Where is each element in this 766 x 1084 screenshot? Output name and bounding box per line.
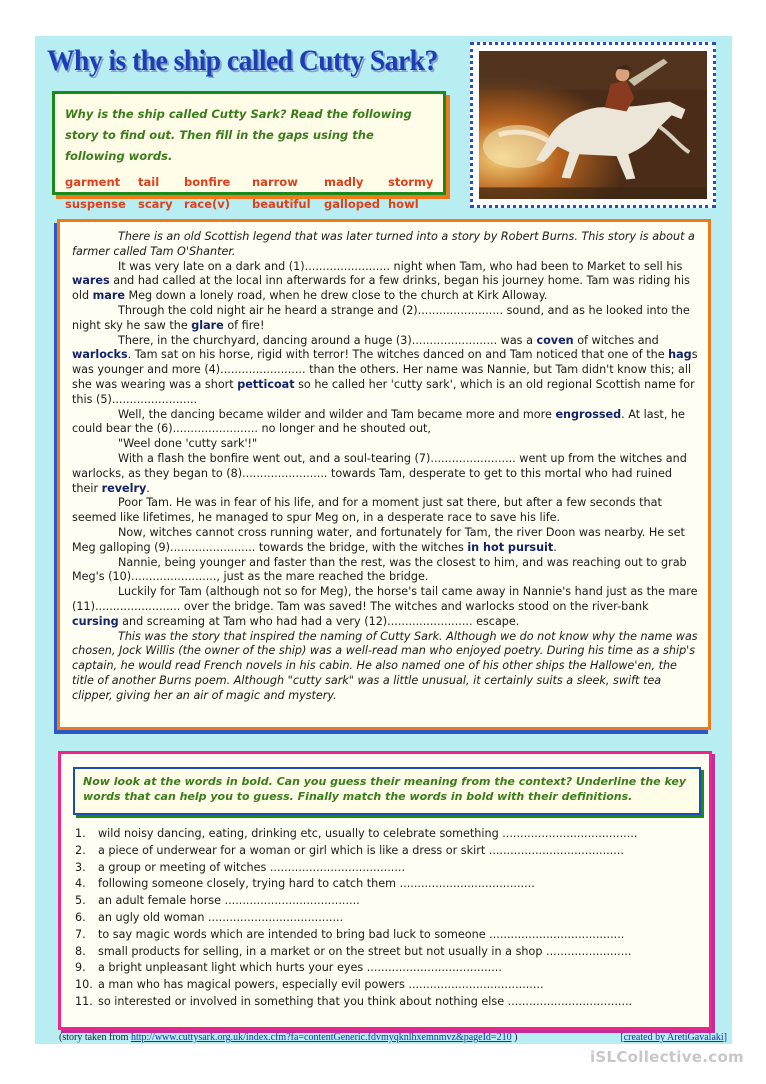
credit-bracket: [ [620, 1032, 624, 1043]
story-paragraph [72, 408, 698, 438]
bold-word: warlocks [72, 348, 128, 362]
word-bank-item: galloped [324, 197, 381, 211]
word-bank-item: madly [324, 175, 364, 189]
story-paragraph: Poor Tam. He was in fear of his life, and for a moment just sat there, but after a few seconds that seemed like lifetimes, he managed to spur Meg on, in a desperate race to save his life. [72, 496, 662, 525]
story-text: . [553, 540, 557, 554]
exercise-instructions: Now look at the words in bold. Can you guess their meaning from the context? Underline the key words that can help you to guess. Finally match the words in bold with their definitions. [73, 767, 701, 815]
story-text: Well, the dancing became wilder and wilder and Tam became more and more [118, 407, 556, 421]
story-paragraph: There is an old Scottish legend that was later turned into a story by Robert Burns. This story is about a farmer called Tam O'Shanter. [72, 230, 695, 258]
definition-text: so interested or involved in something that you think about nothing else [98, 994, 505, 1008]
definition-text: a bright unpleasant light which hurts your eyes [98, 961, 364, 975]
word-bank-item: garment [65, 175, 121, 189]
word-bank-item: tail [138, 175, 160, 189]
story-text: . [146, 481, 150, 495]
answer-blank[interactable]: ...................................... [269, 860, 406, 874]
definition-item [75, 960, 705, 977]
story-paragraph [72, 260, 698, 304]
story-text: and screaming at Tam who had had a very (12)........................ escape. [118, 614, 520, 628]
answer-blank[interactable]: ...................................... [488, 843, 624, 857]
credit-bracket: ] [723, 1032, 727, 1043]
bold-word: coven [536, 333, 574, 347]
answer-blank[interactable]: ...................................... [208, 910, 344, 924]
definition-item [75, 876, 705, 893]
definition-item [75, 860, 705, 877]
definition-text: following someone closely, trying hard to catch them [98, 877, 397, 891]
definition-item [75, 843, 705, 860]
answer-blank[interactable]: ...................................... [408, 978, 544, 992]
definition-item [75, 977, 705, 994]
definition-item [75, 944, 705, 961]
bold-word: engrossed [555, 407, 622, 421]
story-text: Meg down a lonely road, when he drew close to the church at Kirk Alloway. [124, 289, 548, 303]
bold-word: wares [72, 274, 110, 288]
author-credit [620, 1032, 727, 1043]
instructions-box [52, 91, 446, 211]
bold-word: mare [92, 289, 125, 303]
item-number: 2. [75, 843, 86, 857]
definition-text: small products for selling, in a market or on the street but not usually in a shop [98, 944, 543, 958]
item-number: 10. [75, 978, 93, 992]
source-prefix: (story taken from [59, 1032, 129, 1043]
bold-word: petticoat [237, 377, 295, 391]
definition-item [75, 826, 705, 843]
tam-on-horse-painting [479, 51, 707, 199]
story-text: of witches and [573, 333, 659, 347]
definitions-list [75, 826, 705, 1011]
story-paragraph [72, 304, 698, 334]
word-bank-item: stormy [388, 175, 434, 189]
story-text: It was very late on a dark and (1)........................ night when Tam, who had been to Market to sell his [118, 259, 683, 273]
story-text: of fire! [223, 318, 265, 332]
answer-blank[interactable]: ................................... [507, 994, 633, 1008]
story-paragraph: Nannie, being younger and faster than the rest, was the closest to him, and was reaching out to grab Meg's (10)........................, just as the mare reached the bridge. [72, 555, 687, 584]
answer-blank[interactable]: ...................................... [224, 894, 360, 908]
story-text: With a flash the bonfire went out, and a soul-tearing (7)........................ went up from the witches and warlocks, as they began to (8)........................ towards Tam, desperate to get to this mortal who had ruined their [72, 451, 687, 495]
word-bank [65, 171, 433, 215]
story-text: Through the cold night air he heard a strange and (2)........................ sound, and as he looked into the night sky he saw the [72, 303, 690, 332]
story-text: Now, witches cannot cross running water, and fortunately for Tam, the river Doon was nearby. He set Meg galloping (9)........................ towards the bridge, with the witches [72, 525, 685, 554]
bold-word: hag [668, 348, 692, 362]
author-link[interactable]: created by AretiGavalaki [623, 1032, 724, 1043]
story-text: . Tam sat on his horse, rigid with terror! The witches danced on and Tam noticed that one of the [127, 348, 669, 362]
definition-item [75, 893, 705, 910]
item-number: 5. [75, 894, 86, 908]
story-text: s was younger and more (4)........................ than the others. Her name was Nannie, but Tam didn't know this; all she was wearing was a short [72, 348, 698, 391]
answer-blank[interactable]: ...................................... [399, 877, 535, 891]
answer-blank[interactable]: ...................................... [366, 961, 502, 975]
item-number: 7. [75, 927, 86, 941]
story-paragraph [72, 452, 698, 496]
word-bank-item: narrow [252, 175, 298, 189]
story-text: Luckily for Tam (although not so for Meg), the horse's tail came away in Nannie's hand just as the mare (11)........................ over the bridge. Tam was saved! The witches and warlocks stood on the river-bank [72, 585, 698, 613]
definition-text: wild noisy dancing, eating, drinking etc, usually to celebrate something [98, 827, 499, 840]
site-watermark: iSLCollective.com [589, 1048, 744, 1066]
answer-blank[interactable]: ...................................... [489, 927, 625, 941]
word-bank-item: suspense [65, 197, 126, 211]
definition-text: a group or meeting of witches [98, 860, 267, 874]
word-bank-item: beautiful [252, 197, 311, 211]
story-text-box [57, 219, 711, 730]
story-paragraph [72, 526, 698, 556]
bold-word: glare [191, 318, 224, 332]
page-title: Why is the ship called Cutty Sark? [47, 44, 438, 77]
source-suffix: ) [514, 1032, 518, 1043]
definition-item [75, 910, 705, 927]
source-link[interactable]: http://www.cuttysark.org.uk/index.cfm?fa=contentGeneric.fdvmyqknlhxemnmvz&pageId=210 [130, 1032, 512, 1043]
item-number: 11. [75, 994, 93, 1008]
story-paragraph: "Weel done 'cutty sark'!" [118, 437, 258, 451]
definition-text: a piece of underwear for a woman or girl which is like a dress or skirt [98, 843, 486, 857]
word-bank-item: bonfire [184, 175, 231, 189]
exercise-box [58, 751, 712, 1030]
story-text: . At last, he could bear the (6)........................ no longer and he shouted out, [72, 407, 685, 436]
source-footer [59, 1032, 729, 1043]
story-paragraph: This was the story that inspired the naming of Cutty Sark. Although we do not know why the name was chosen, Jock Willis (the owner of the ship) was a well-read man who enjoyed poetry. During his time as a ship's captain, he would read French novels in his cabin. He also named one of his other ships the Hallowe'en, the title of another Burns poem. Although "cutty sark" was a little unusual, it certainly suits a sleek, swift tea clipper, giving her an air of magic and mystery. [72, 629, 698, 702]
definition-text: an adult female horse [98, 894, 221, 908]
definition-item [75, 994, 705, 1011]
word-bank-item: race(v) [184, 197, 231, 211]
item-number: 3. [75, 860, 86, 874]
definition-text: an ugly old woman [98, 910, 205, 924]
item-number: 4. [75, 877, 86, 891]
word-bank-item: scary [138, 197, 173, 211]
bold-word: cursing [72, 614, 119, 628]
definition-text: to say magic words which are intended to bring bad luck to someone [98, 927, 486, 941]
bold-word: revelry [101, 481, 147, 495]
story-text: There, in the churchyard, dancing around a huge (3)........................ was a [118, 333, 537, 347]
story-text: so he called her 'cutty sark', which is an old regional Scottish name for this (5)........................ [72, 377, 695, 406]
story-text: and had called at the local inn afterwards for a few drinks, began his journey home. Tam was riding his old [72, 274, 690, 303]
instructions-text: Why is the ship called Cutty Sark? Read the following story to find out. Then fill in the gaps using the following words. [65, 107, 412, 163]
definition-item [75, 927, 705, 944]
definition-text: a man who has magical powers, especially evil powers [98, 978, 405, 992]
story-illustration [470, 42, 716, 208]
bold-word: in hot pursuit [467, 540, 554, 554]
item-number: 6. [75, 910, 86, 924]
answer-blank[interactable]: ........................ [546, 944, 632, 958]
story-paragraph [72, 334, 698, 408]
item-number: 1. [75, 827, 86, 840]
story-paragraph [72, 585, 698, 629]
item-number: 9. [75, 961, 86, 975]
answer-blank[interactable]: ...................................... [502, 827, 638, 840]
word-bank-item: howl [388, 197, 419, 211]
item-number: 8. [75, 944, 86, 958]
